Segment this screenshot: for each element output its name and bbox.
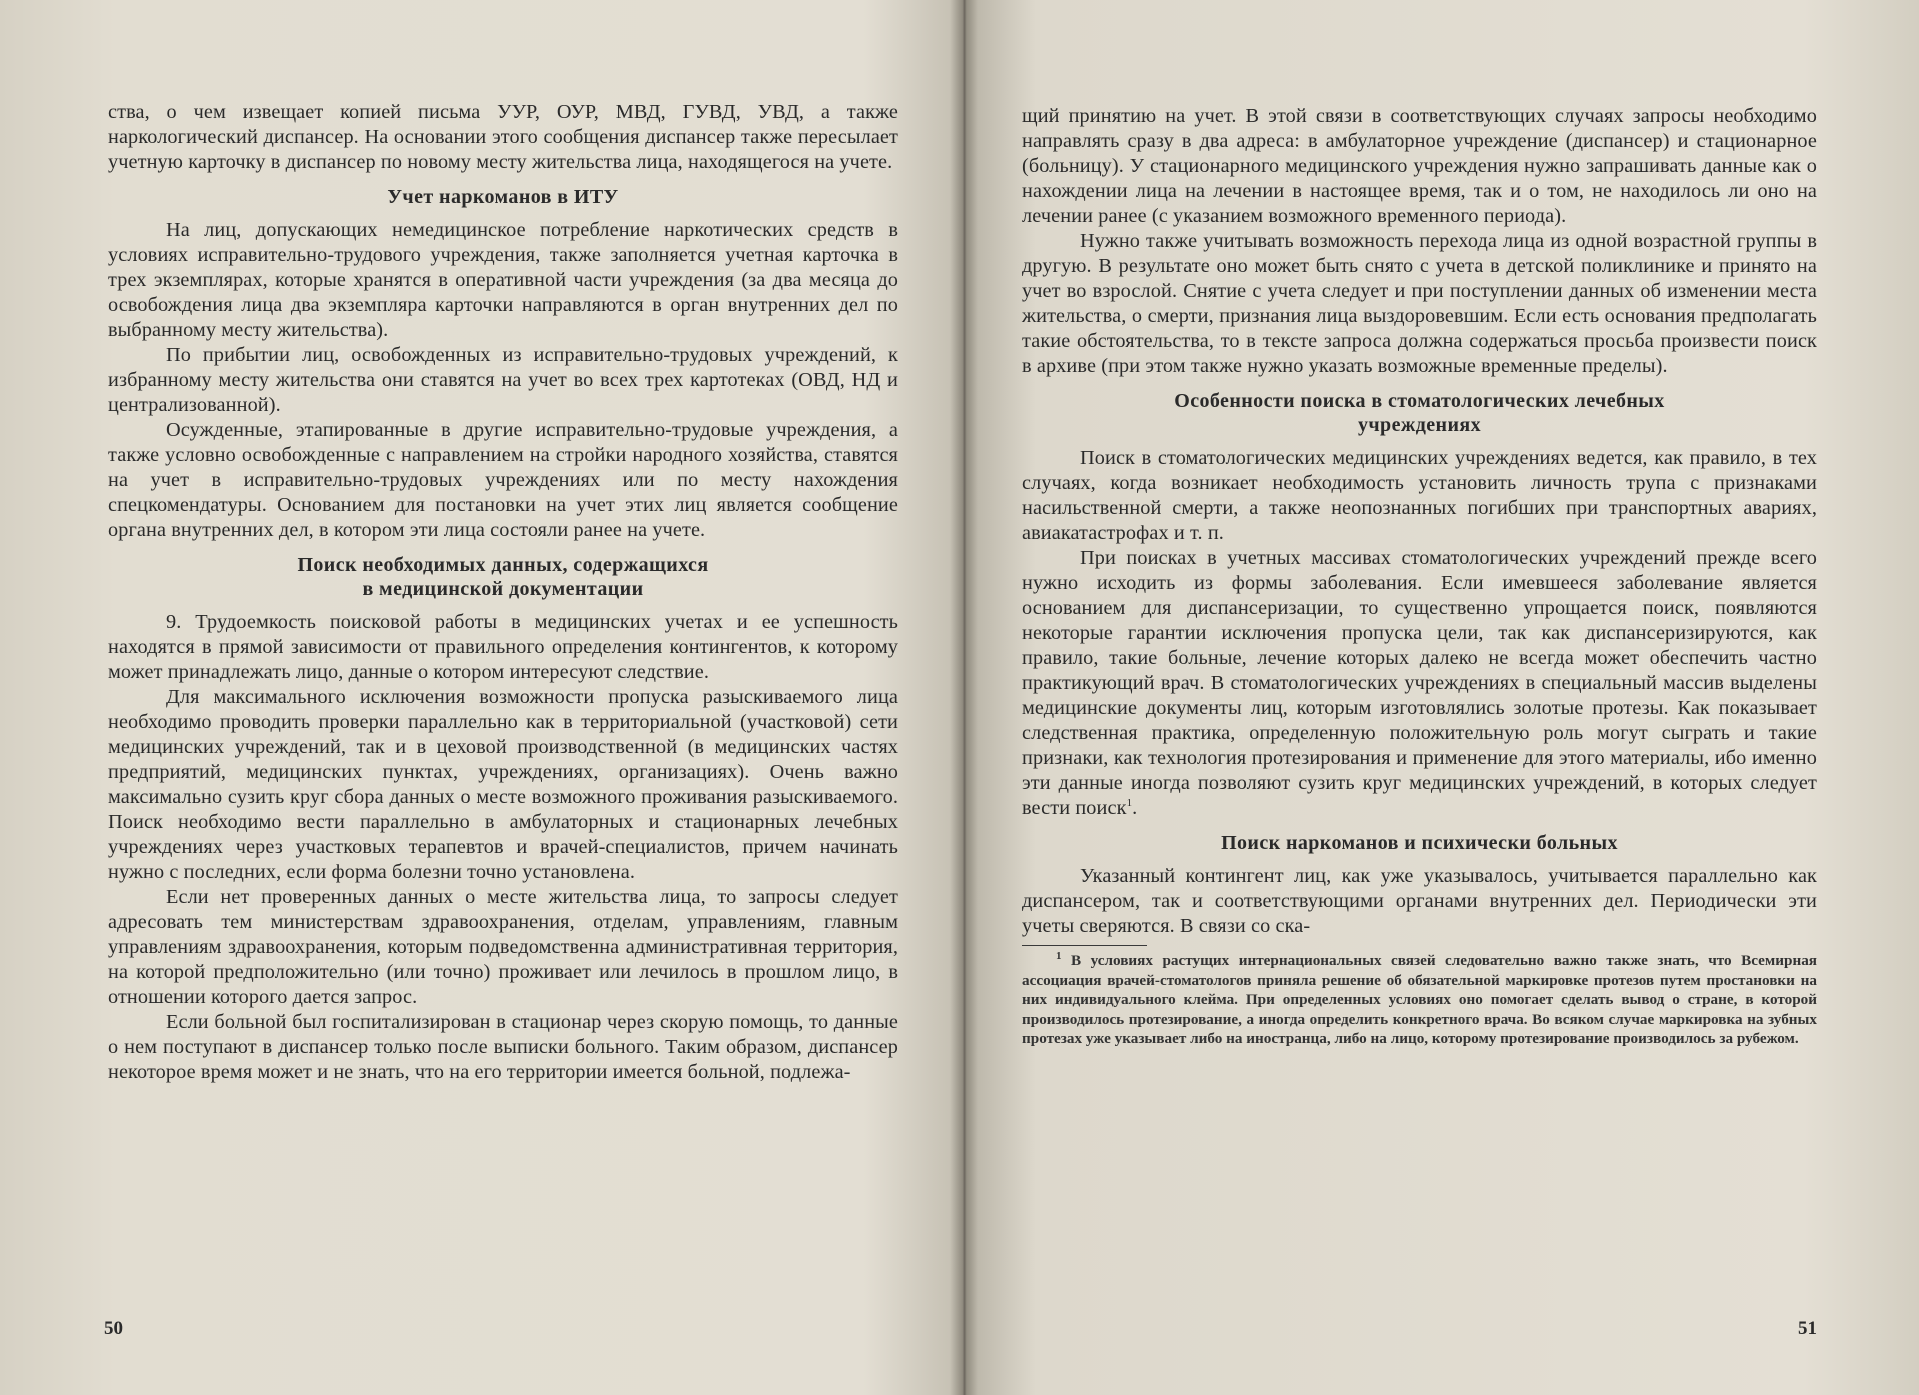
section-heading xyxy=(108,553,898,601)
heading-line: Особенности поиска в стоматологических лечебных xyxy=(1174,390,1665,412)
section-heading: Поиск наркоманов и психически больных xyxy=(1221,832,1618,854)
footnote xyxy=(1022,951,1817,1049)
footnote-marker: 1 xyxy=(1056,949,1062,962)
paragraph: Для максимального исключения возможности пропуска разыскиваемого лица необходимо проводить проверки параллельно как в территориальной (участковой) сети медицинских учреждений, так и в цеховой производственной (в медицинских частях предприятий, медицинских пунктах, учреждениях, организациях). Очень важно максимально сузить круг сбора данных о месте возможного проживания разыскиваемого. Поиск необходимо вести параллельно в амбулаторных и стационарных лечебных учреждениях через участковых терапевтов и врачей-специалистов, причем начинать нужно с последних, если форма болезни точно установлена. xyxy=(108,686,898,883)
paragraph-end: . xyxy=(1132,797,1138,819)
footnote-text: В условиях растущих интернациональных связей следовательно важно также знать, что Всемирная ассоциация врачей-стоматологов приняла решение об обязательной маркировке протезов путем простановки на них индивидуального клейма. При определенных условиях оно помогает сделать вывод о стране, в которой производилось протезирование, а иногда определить конкретного врача. Во всяком случае маркировка на зубных протезах уже указывает либо на иностранца, либо на лицо, которому протезирование производилось за рубежом. xyxy=(1022,952,1818,1047)
paragraph: ства, о чем извещает копией письма УУР, ОУР, МВД, ГУВД, УВД, а также наркологический диспансер. На основании этого сообщения диспансер также пересылает учетную карточку в диспансер по новому месту жительства лица, находящегося на учете. xyxy=(108,101,898,173)
right-page xyxy=(1022,104,1817,1049)
section-heading xyxy=(1022,389,1817,437)
footnote-divider xyxy=(1022,945,1147,946)
left-page xyxy=(108,100,898,1085)
paragraph: По прибытии лиц, освобожденных из исправительно-трудовых учреждений, к избранному месту жительства они ставятся на учет во всех трех картотеках (ОВД, НД и централизованной). xyxy=(108,344,898,416)
paragraph: Если больной был госпитализирован в стационар через скорую помощь, то данные о нем поступают в диспансер только после выписки больного. Таким образом, диспансер некоторое время может и не знать, что на его территории имеется больной, подлежа- xyxy=(108,1011,898,1083)
paragraph: На лиц, допускающих немедицинское потребление наркотических средств в условиях исправительно-трудового учреждения, также заполняется учетная карточка в трех экземплярах, которые хранятся в оперативной части учреждения (за два месяца до освобождения лица два экземпляра карточки направляются в орган внутренних дел по выбранному месту жительства). xyxy=(108,219,898,341)
section-heading: Учет наркоманов в ИТУ xyxy=(387,186,619,208)
heading-line: в медицинской документации xyxy=(362,578,644,600)
paragraph: Нужно также учитывать возможность перехода лица из одной возрастной группы в другую. В результате оно может быть снято с учета в детской поликлинике и принято на учет во взрослой. Снятие с учета следует и при поступлении данных об изменении места жительства, о смерти, признания лица выздоровевшим. Если есть основания предполагать такие обстоятельства, то в тексте запроса должна содержаться просьба произвести поиск в архиве (при этом также нужно указать возможные временные пределы). xyxy=(1022,230,1817,377)
footnote-reference: 1 xyxy=(1126,797,1133,810)
book-gutter xyxy=(950,0,978,1395)
paragraph-text: При поисках в учетных массивах стоматологических учреждений прежде всего нужно исходить из формы заболевания. Если имевшееся заболевание является основанием для диспансеризации, то существенно упрощается поиск, появляются некоторые гарантии исключения пропуска цели, так как диспансеризируются, как правило, такие больные, лечение которых далеко не всегда может обеспечить частно практикующий врач. В стоматологических учреждениях в специальный массив выделены медицинские документы лиц, которым изготовлялись золотые протезы. Как показывает следственная практика, определенную положительную роль могут сыграть и такие признаки, как технология протезирования и применение для этого материалы, ибо именно эти данные иногда позволяют сузить круг медицинских учреждений, в которых следует вести поиск xyxy=(1022,547,1817,819)
paragraph: Если нет проверенных данных о месте жительства лица, то запросы следует адресовать тем министерствам здравоохранения, отделам, управлениям, главным управлениям здравоохранения, которым подведомственна административная территория, на которой предположительно (или точно) проживает или лечилось в прошлом лицо, в отношении которого дается запрос. xyxy=(108,886,898,1008)
heading-line: учреждениях xyxy=(1357,414,1482,436)
page-number-right: 51 xyxy=(1798,1318,1817,1339)
paragraph xyxy=(1022,546,1817,821)
page-number-left: 50 xyxy=(104,1318,123,1339)
heading-line: Поиск необходимых данных, содержащихся xyxy=(297,554,709,576)
paragraph: Осужденные, этапированные в другие исправительно-трудовые учреждения, а также условно освобожденные с направлением на стройки народного хозяйства, ставятся на учет в исправительно-трудовых учреждениях или по месту нахождения спецкомендатуры. Основанием для постановки на учет этих лиц является сообщение органа внутренних дел, в котором эти лица состояли ранее на учете. xyxy=(108,419,898,541)
paragraph: щий принятию на учет. В этой связи в соответствующих случаях запросы необходимо направлять сразу в два адреса: в амбулаторное учреждение (диспансер) и стационарное (больницу). У стационарного медицинского учреждения нужно запрашивать данные как о нахождении лица на лечении в настоящее время, так и о том, не находилось ли оно на лечении ранее (с указанием возможного временного периода). xyxy=(1022,105,1817,227)
paragraph: Указанный контингент лиц, как уже указывалось, учитывается параллельно как диспансером, так и соответствующими органами внутренних дел. Периодически эти учеты сверяются. В связи со ска- xyxy=(1022,865,1817,937)
paragraph: 9. Трудоемкость поисковой работы в медицинских учетах и ее успешность находятся в прямой зависимости от правильного определения контингентов, к которому может принадлежать лицо, данные о котором интересуют следствие. xyxy=(108,611,898,683)
paragraph: Поиск в стоматологических медицинских учреждениях ведется, как правило, в тех случаях, когда возникает необходимость установить личность трупа с признаками насильственной смерти, а также неопознанных погибших при транспортных авариях, авиакатастрофах и т. п. xyxy=(1022,447,1817,544)
